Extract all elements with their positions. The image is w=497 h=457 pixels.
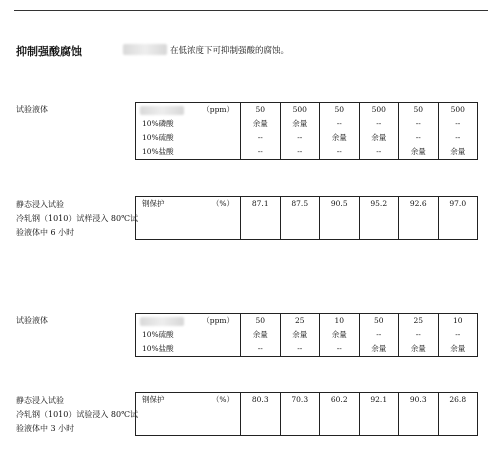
row-name: 10%磷酸 [142, 119, 174, 128]
table-cell: -- [257, 147, 263, 156]
table-cell: -- [257, 344, 263, 353]
table-cell [438, 393, 478, 436]
row-name: 钢保护 [142, 199, 165, 208]
steel-protection-table-1 [135, 196, 478, 240]
table-cell: 余量 [410, 147, 426, 156]
protection-value: 90.5 [330, 199, 348, 208]
top-rule [14, 10, 488, 11]
test-conditions-line: 静态浸入试验 [16, 200, 64, 209]
table-cell: -- [376, 330, 382, 339]
protection-value: 92.1 [370, 395, 388, 404]
test-conditions-label [16, 198, 138, 240]
protection-value: 92.6 [409, 199, 427, 208]
table-cell: -- [297, 344, 303, 353]
row-header-column [136, 103, 241, 160]
test-liquid-label: 试验液体 [16, 316, 48, 325]
data-column [438, 103, 478, 160]
data-column [438, 314, 478, 357]
data-column [359, 103, 399, 160]
table-cell: -- [336, 119, 342, 128]
protection-value: 70.3 [291, 395, 309, 404]
table-cell: 余量 [371, 344, 387, 353]
data-column [320, 314, 360, 357]
table-cell: -- [415, 119, 421, 128]
table-cell [280, 197, 320, 240]
table-cell: 余量 [450, 344, 466, 353]
test-conditions-line: 冷轧钢（1010）试样浸入 80℃试 [16, 214, 139, 223]
table-cell: -- [376, 119, 382, 128]
table-cell: -- [257, 133, 263, 142]
protection-value: 87.1 [251, 199, 269, 208]
table-cell: 余量 [331, 133, 347, 142]
concentration-value: 25 [413, 316, 424, 325]
test-conditions-line: 冷轧钢（1010）试验浸入 80℃试 [16, 410, 139, 419]
test-liquid-label: 试验液体 [16, 105, 48, 114]
unit-label: （ppm） [202, 105, 234, 114]
protection-value: 87.5 [291, 199, 309, 208]
concentration-value: 10 [452, 316, 463, 325]
concentration-table-2 [135, 313, 478, 357]
protection-value: 26.8 [449, 395, 467, 404]
row-header-column [136, 393, 241, 436]
table-cell [359, 393, 399, 436]
test-conditions-line: 验液体中 6 小时 [16, 228, 75, 237]
data-column [399, 314, 439, 357]
data-column [399, 103, 439, 160]
table-cell [241, 197, 281, 240]
table-cell: 余量 [331, 330, 347, 339]
test-conditions-line: 验液体中 3 小时 [16, 424, 75, 433]
data-column [280, 103, 320, 160]
table-cell [399, 393, 439, 436]
table-cell: -- [415, 330, 421, 339]
concentration-value: 10 [334, 316, 345, 325]
row-name: 钢保护 [142, 395, 165, 404]
row-header-column [136, 314, 241, 357]
concentration-value: 500 [371, 105, 386, 114]
table-cell [399, 197, 439, 240]
row-name: 10%硫酸 [142, 330, 174, 339]
table-cell: -- [415, 133, 421, 142]
redacted-product-name [123, 44, 167, 55]
table-cell [359, 197, 399, 240]
concentration-value: 50 [255, 105, 266, 114]
table-cell [280, 393, 320, 436]
table-cell: 余量 [252, 119, 268, 128]
table-cell: 余量 [450, 147, 466, 156]
data-column [280, 314, 320, 357]
test-conditions-line: 静态浸入试验 [16, 396, 64, 405]
row-name: 10%盐酸 [142, 344, 174, 353]
table-cell: -- [455, 133, 461, 142]
table-cell: 余量 [410, 344, 426, 353]
concentration-table-1 [135, 102, 478, 160]
concentration-value: 25 [294, 316, 305, 325]
concentration-value: 50 [373, 316, 384, 325]
table-cell [438, 197, 478, 240]
unit-label: （ppm） [202, 316, 234, 325]
table-cell: 余量 [292, 119, 308, 128]
table-cell: -- [336, 147, 342, 156]
concentration-value: 500 [292, 105, 307, 114]
table-cell: -- [336, 344, 342, 353]
table-cell: -- [297, 133, 303, 142]
data-column [359, 314, 399, 357]
concentration-value: 50 [413, 105, 424, 114]
test-conditions-label [16, 394, 138, 436]
steel-protection-table-2 [135, 392, 478, 436]
protection-value: 95.2 [370, 199, 388, 208]
row-name: 10%硫酸 [142, 133, 174, 142]
table-cell: 余量 [252, 330, 268, 339]
protection-value: 90.3 [409, 395, 427, 404]
table-cell: -- [376, 147, 382, 156]
page-title: 抑制强酸腐蚀 [16, 45, 82, 58]
data-column [241, 103, 281, 160]
table-cell [241, 393, 281, 436]
protection-value: 97.0 [449, 199, 467, 208]
table-cell: 余量 [292, 330, 308, 339]
heading-note: 在低浓度下可抑制强酸的腐蚀。 [170, 46, 290, 56]
table-cell [320, 393, 360, 436]
protection-value: 80.3 [251, 395, 269, 404]
data-column [241, 314, 281, 357]
table-cell: 余量 [371, 133, 387, 142]
table-cell: -- [455, 119, 461, 128]
unit-label: （%） [211, 395, 234, 404]
concentration-value: 50 [334, 105, 345, 114]
table-cell: -- [455, 330, 461, 339]
table-cell [320, 197, 360, 240]
concentration-value: 500 [450, 105, 465, 114]
protection-value: 60.2 [330, 395, 348, 404]
table-cell: -- [297, 147, 303, 156]
unit-label: （%） [211, 199, 234, 208]
row-header-column [136, 197, 241, 240]
row-name: 10%盐酸 [142, 147, 174, 156]
concentration-value: 50 [255, 316, 266, 325]
data-column [320, 103, 360, 160]
